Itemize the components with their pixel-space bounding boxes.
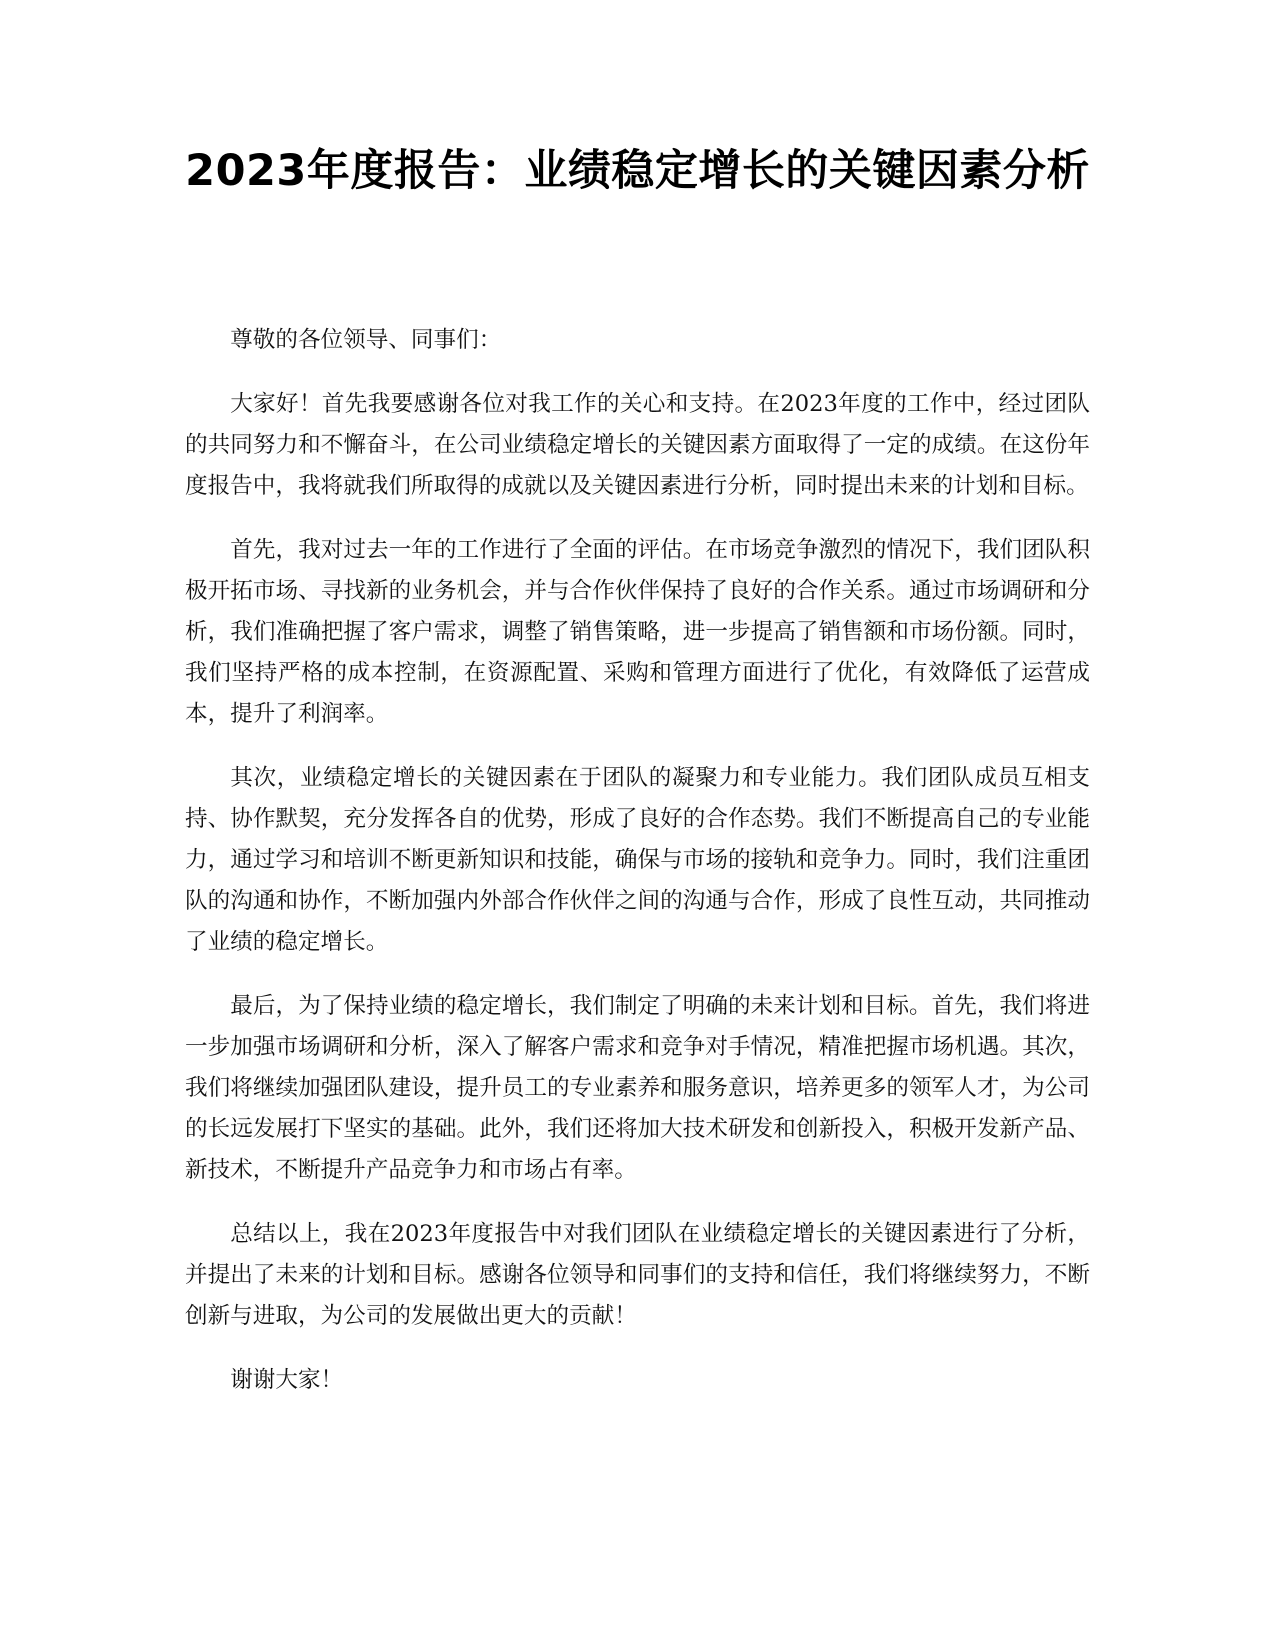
paragraph-future-plans: 最后，为了保持业绩的稳定增长，我们制定了明确的未来计划和目标。首先，我们将进一步加强市场调研和分析，深入了解客户需求和竞争对手情况，精准把握市场机遇。其次，我们将继续加强团队建设，提升员工的专业素养和服务意识，培养更多的领军人才，为公司的长远发展打下坚实的基础。此外，我们还将加大技术研发和创新投入，积极开发新产品、新技术，不断提升产品竞争力和市场占有率。 [185,993,1090,1183]
paragraph-key-factors: 其次，业绩稳定增长的关键因素在于团队的凝聚力和专业能力。我们团队成员互相支持、协作默契，充分发挥各自的优势，形成了良好的合作态势。我们不断提高自己的专业能力，通过学习和培训不断更新知识和技能，确保与市场的接轨和竞争力。同时，我们注重团队的沟通和协作，不断加强内外部合作伙伴之间的沟通与合作，形成了良性互动，共同推动了业绩的稳定增长。 [185,765,1090,955]
document-title: 2023年度报告：业绩稳定增长的关键因素分析 [185,146,1090,196]
salutation: 尊敬的各位领导、同事们： [230,327,502,353]
closing: 谢谢大家！ [230,1367,344,1393]
document-body [185,320,1090,1424]
paragraph-evaluation: 首先，我对过去一年的工作进行了全面的评估。在市场竞争激烈的情况下，我们团队积极开拓市场、寻找新的业务机会，并与合作伙伴保持了良好的合作关系。通过市场调研和分析，我们准确把握了客户需求，调整了销售策略，进一步提高了销售额和市场份额。同时，我们坚持严格的成本控制，在资源配置、采购和管理方面进行了优化，有效降低了运营成本，提升了利润率。 [185,537,1090,727]
paragraph-summary: 总结以上，我在2023年度报告中对我们团队在业绩稳定增长的关键因素进行了分析，并提出了未来的计划和目标。感谢各位领导和同事们的支持和信任，我们将继续努力，不断创新与进取，为公司的发展做出更大的贡献！ [185,1221,1090,1329]
paragraph-intro: 大家好！首先我要感谢各位对我工作的关心和支持。在2023年度的工作中，经过团队的共同努力和不懈奋斗，在公司业绩稳定增长的关键因素方面取得了一定的成绩。在这份年度报告中，我将就我们所取得的成就以及关键因素进行分析，同时提出未来的计划和目标。 [185,391,1090,499]
